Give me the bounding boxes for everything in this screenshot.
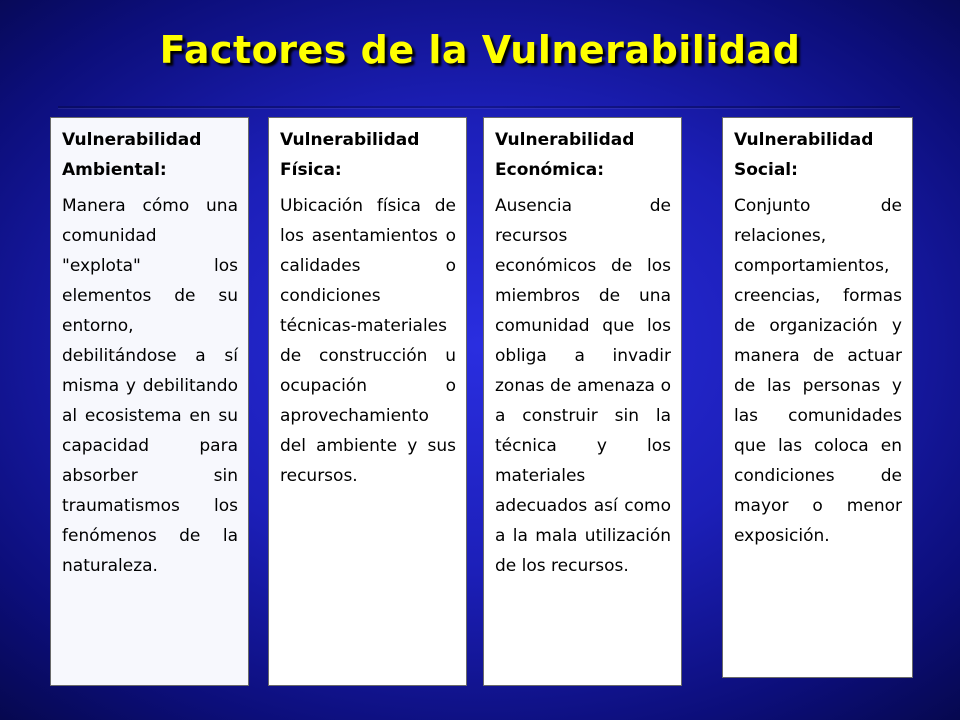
card-ambiental <box>50 117 249 686</box>
card-title-social: Vulnerabilidad Social: <box>734 130 874 180</box>
card-title-economica: Vulnerabilidad Económica: <box>495 130 635 180</box>
slide-title: Factores de la Vulnerabilidad <box>159 28 801 72</box>
card-body-economica: Ausencia de recursos económicos de los miembros de una comunidad que los obliga a invadir zonas de amenaza o a construir sin la técnica y los materiales adecuados así como a la mala utilización de los recursos. <box>495 196 671 576</box>
card-body-fisica: Ubicación física de los asentamientos o calidades o condiciones técnicas-materiales de construcción u ocupación o aprovechamiento del ambiente y sus recursos. <box>280 196 456 486</box>
card-economica <box>483 117 682 686</box>
card-title-fisica: Vulnerabilidad Física: <box>280 130 420 180</box>
card-body-social: Conjunto de relaciones, comportamientos, creencias, formas de organización y manera de actuar de las personas y las comunidades que las coloca en condiciones de mayor o menor exposición. <box>734 196 902 546</box>
title-divider <box>58 106 900 108</box>
card-title-ambiental: Vulnerabilidad Ambiental: <box>62 130 202 180</box>
card-social <box>722 117 913 678</box>
card-fisica <box>268 117 467 686</box>
card-body-ambiental: Manera cómo una comunidad "explota" los elementos de su entorno, debilitándose a sí misma y debilitando al ecosistema en su capacidad para absorber sin traumatismos los fenómenos de la naturaleza. <box>62 196 238 576</box>
